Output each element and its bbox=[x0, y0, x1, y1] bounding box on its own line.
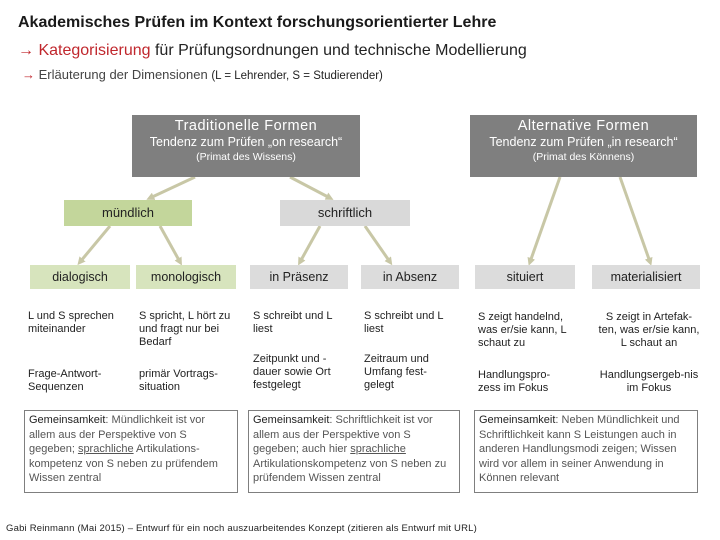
materialisiert-cell-2: Handlungsergeb-nis im Fokus bbox=[599, 369, 699, 394]
alternative-commonality-box bbox=[474, 410, 698, 493]
absenz-cell-1: S schreibt und L liest bbox=[364, 310, 444, 335]
column-praesenz: in Präsenz bbox=[250, 265, 348, 289]
arrow-alt-to-situiert bbox=[530, 177, 560, 262]
traditional-forms-header bbox=[132, 115, 360, 177]
monologisch-cell-1: S spricht, L hört zu und fragt nur bei Bedarf bbox=[139, 310, 231, 348]
absenz-cell-2: Zeitraum und Umfang fest-gelegt bbox=[364, 353, 429, 391]
arrow-trad-to-muendlich bbox=[150, 177, 195, 198]
title-line-3 bbox=[22, 67, 383, 82]
title-line-2 bbox=[18, 42, 527, 60]
commonality-underlined: sprachliche bbox=[350, 443, 406, 455]
commonality-text-end: Artikulations-kompetenz von S neben zu prüfendem Wissen zentral bbox=[29, 443, 218, 484]
alternative-heading: Alternative Formen bbox=[517, 118, 650, 134]
title-line-3-main: Erläuterung der Dimensionen bbox=[38, 67, 212, 82]
arrow-right-icon: → bbox=[18, 42, 39, 59]
arrow-trad-to-schriftlich bbox=[290, 177, 330, 198]
arrow-schriftlich-to-absenz bbox=[365, 226, 390, 262]
column-materialisiert: materialisiert bbox=[592, 265, 700, 289]
schriftlich-commonality-box bbox=[248, 410, 460, 493]
dialogisch-cell-1: L und S sprechen miteinander bbox=[28, 310, 114, 335]
commonality-label: Gemeinsamkeit bbox=[253, 414, 330, 426]
column-absenz: in Absenz bbox=[361, 265, 459, 289]
arrow-right-icon: → bbox=[22, 67, 39, 82]
traditional-heading: Traditionelle Formen bbox=[174, 118, 318, 134]
alternative-primat: (Primat des Könnens) bbox=[532, 151, 635, 163]
muendlich-commonality-box bbox=[24, 410, 238, 493]
column-situiert: situiert bbox=[475, 265, 575, 289]
schriftlich-box: schriftlich bbox=[280, 200, 410, 226]
column-dialogisch: dialogisch bbox=[30, 265, 130, 289]
commonality-text: : Mündlichkeit ist vor allem aus der Perspektive von S gegeben; bbox=[29, 414, 206, 455]
arrow-schriftlich-to-praesenz bbox=[300, 226, 320, 262]
traditional-subheading: Tendenz zum Prüfen „on research“ bbox=[149, 135, 343, 149]
commonality-label: Gemeinsamkeit bbox=[29, 414, 106, 426]
praesenz-cell-2: Zeitpunkt und -dauer sowie Ort festgelegt bbox=[253, 353, 331, 391]
praesenz-cell-1: S schreibt und L liest bbox=[253, 310, 333, 335]
arrow-muendlich-to-dialogisch bbox=[80, 226, 110, 262]
situiert-cell-1: S zeigt handelnd, was er/sie kann, L schaut zu bbox=[478, 311, 567, 349]
monologisch-cell-2: primär Vortrags-situation bbox=[139, 368, 218, 393]
title-line-3-legend: (L = Lehrender, S = Studierender) bbox=[211, 70, 383, 82]
situiert-cell-2: Handlungspro-zess im Fokus bbox=[478, 369, 551, 394]
title-highlight: Kategorisierung bbox=[38, 42, 151, 59]
footer-citation: Gabi Reinmann (Mai 2015) – Entwurf für ein noch auszuarbeitendes Konzept (zitieren als Entwurf mit URL) bbox=[6, 523, 478, 534]
title-line-1: Akademisches Prüfen im Kontext forschungsorientierter Lehre bbox=[18, 14, 497, 31]
materialisiert-cell-1: S zeigt in Artefak-ten, was er/sie kann, L schaut an bbox=[598, 311, 700, 349]
arrow-alt-to-materialisiert bbox=[620, 177, 650, 262]
commonality-underlined: sprachliche bbox=[77, 443, 134, 455]
traditional-primat: (Primat des Wissens) bbox=[196, 151, 296, 163]
commonality-text-end: Artikulationskompetenz von S neben zu prüfendem Wissen zentral bbox=[253, 457, 447, 484]
column-monologisch: monologisch bbox=[136, 265, 236, 289]
commonality-text: : Schriftlichkeit ist vor allem aus der Perspektive von S gegeben; auch hier bbox=[253, 414, 433, 455]
arrow-muendlich-to-monologisch bbox=[160, 226, 180, 262]
alternative-subheading: Tendenz zum Prüfen „in research“ bbox=[489, 135, 678, 149]
commonality-label: Gemeinsamkeit bbox=[479, 414, 556, 426]
commonality-text: : Neben Mündlichkeit und Schriftlichkeit kann S Leistungen auch in anderen Handlungsmodi zeigen; Wissen wird vor allem in seiner Anwendung in Können relevant bbox=[479, 414, 680, 484]
title-line-2-rest: für Prüfungsordnungen und technische Modellierung bbox=[150, 42, 527, 59]
muendlich-box: mündlich bbox=[64, 200, 192, 226]
alternative-forms-header bbox=[470, 115, 697, 177]
dialogisch-cell-2: Frage-Antwort-Sequenzen bbox=[28, 368, 102, 393]
